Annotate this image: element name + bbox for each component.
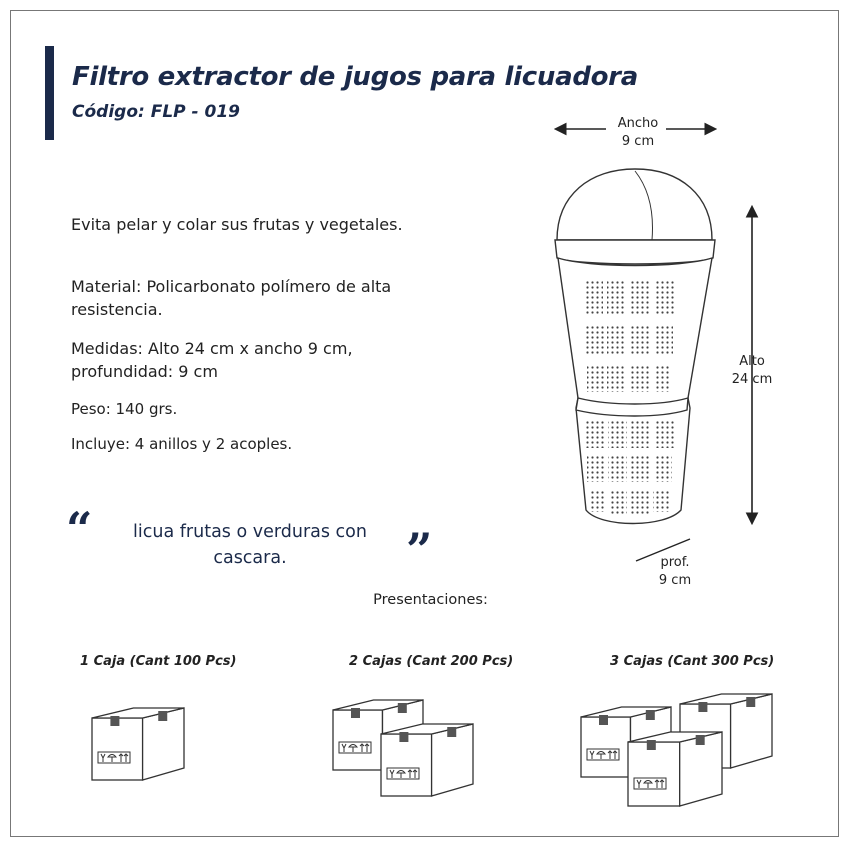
open-quote-mark: “ <box>66 502 93 556</box>
width-label: Ancho <box>617 116 659 131</box>
quote-text: licua frutas o verduras con cascara. <box>133 522 367 568</box>
presentations-title: Presentaciones: <box>373 592 488 608</box>
close-quote-mark: ” <box>406 523 433 577</box>
box-icon <box>92 708 184 780</box>
description-material: Material: Policarbonato polímero de alta resistencia. <box>71 277 392 319</box>
width-value: 9 cm <box>621 134 655 149</box>
product-code: Código: FLP - 019 <box>72 102 240 122</box>
filter-cup-drawing <box>555 169 715 524</box>
box-icon <box>381 724 473 796</box>
height-label: Alto <box>739 354 765 369</box>
product-title: Filtro extractor de jugos para licuadora <box>72 62 638 92</box>
description-weight: Peso: 140 grs. <box>71 400 178 418</box>
depth-value: 9 cm <box>658 573 692 588</box>
box-illustrations <box>92 694 772 806</box>
cup-rim <box>555 240 715 264</box>
depth-label: prof. <box>660 555 690 570</box>
description-benefit: Evita pelar y colar sus frutas y vegetales. <box>71 215 403 234</box>
dome-lid <box>557 169 712 240</box>
presentation-2-label: 2 Cajas (Cant 200 Pcs) <box>349 654 514 669</box>
presentation-3-label: 3 Cajas (Cant 300 Pcs) <box>610 654 775 669</box>
height-value: 24 cm <box>731 372 773 387</box>
description-includes: Incluye: 4 anillos y 2 acoples. <box>71 435 293 453</box>
presentation-1-label: 1 Caja (Cant 100 Pcs) <box>80 654 237 669</box>
box-icon <box>628 732 722 806</box>
depth-line <box>636 539 690 561</box>
description-measures: Medidas: Alto 24 cm x ancho 9 cm, profundidad: 9 cm <box>71 339 353 381</box>
